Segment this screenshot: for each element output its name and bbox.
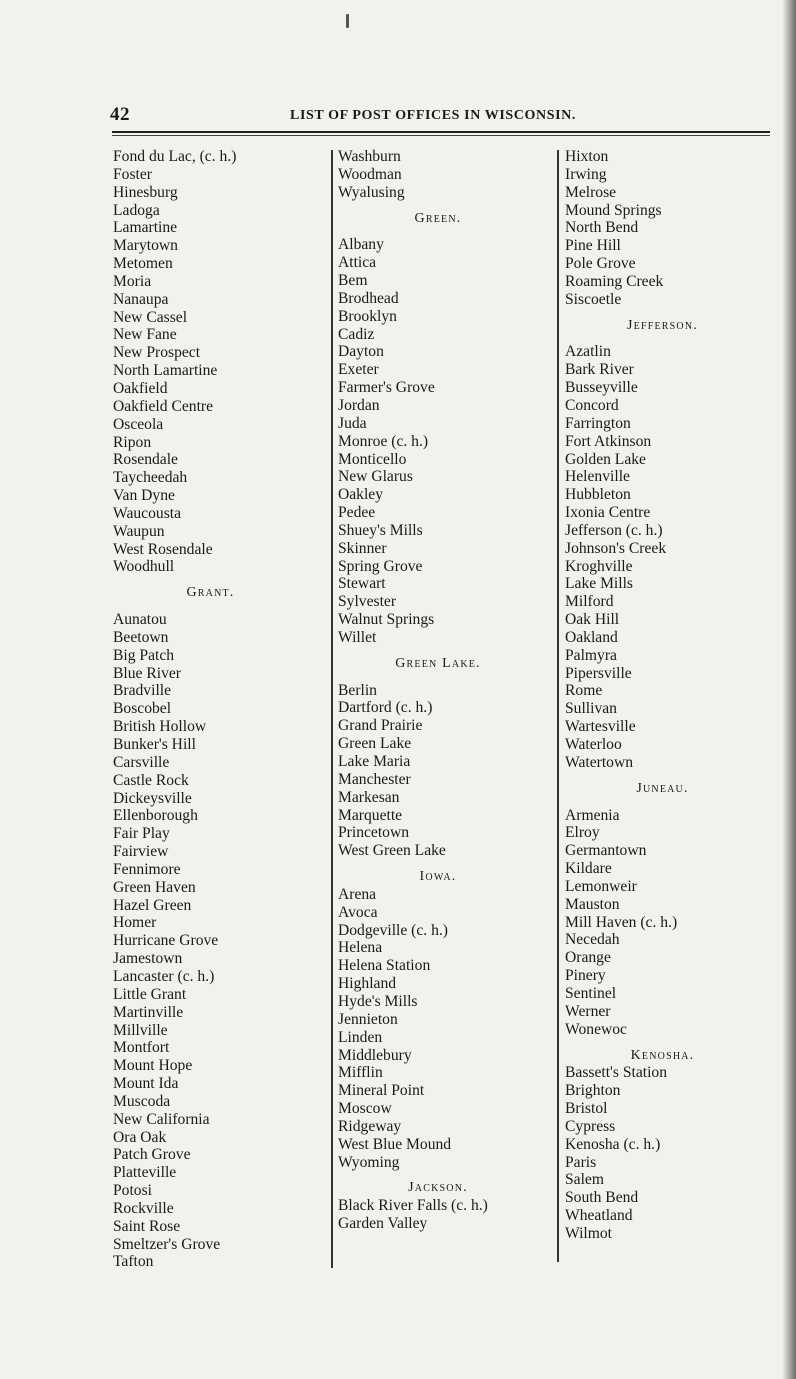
post-office-entry: Woodhull [113,558,175,576]
post-office-entry: Spring Grove [338,557,423,575]
column-2 [338,148,558,1233]
post-office-entry: Golden Lake [565,450,646,468]
post-office-entry: North Lamartine [113,362,218,380]
post-office-entry: Wyoming [338,1153,400,1171]
post-office-entry: New Prospect [113,344,201,362]
post-office-entry: Wartesville [565,718,636,736]
post-office-entry: British Hollow [113,718,207,736]
post-office-entry: Washburn [338,148,401,165]
post-office-entry: Elroy [565,824,600,842]
post-office-entry: Dodgeville (c. h.) [338,921,448,939]
post-office-entry: Sullivan [565,700,617,718]
post-office-entry: Green Lake [338,735,412,753]
post-office-entry: Middlebury [338,1046,412,1064]
post-office-entry: Marquette [338,806,403,824]
post-office-entry: Princetown [338,824,410,842]
county-heading: Juneau. [636,780,689,796]
post-office-entry: Rome [565,682,603,700]
post-office-entry: Monroe (c. h.) [338,432,429,450]
post-office-entry: New Cassel [113,308,188,326]
post-office-entry: Green Haven [113,878,196,896]
post-office-entry: Farmer's Grove [338,379,435,397]
county-heading: Jefferson. [627,317,698,333]
post-office-entry: Lake Maria [338,753,411,770]
post-office-entry: Mount Hope [113,1057,193,1075]
post-office-entry: Patch Grove [113,1146,191,1164]
post-office-entry: Brooklyn [338,307,397,325]
post-office-entry: Farrington [565,414,631,432]
post-office-entry: Jennieton [338,1010,398,1028]
post-office-entry: Fairview [113,843,169,861]
post-office-entry: Foster [113,165,152,183]
post-office-entry: Lemonweir [565,877,637,895]
post-office-entry: Ellenborough [113,807,198,825]
post-office-entry: Fond du Lac, (c. h.) [113,148,237,165]
post-office-entry: Jordan [338,396,380,414]
post-office-entry: Hubbleton [565,486,631,504]
post-office-entry: Fennimore [113,860,181,878]
post-office-entry: Lake Mills [565,575,633,593]
post-office-entry: Azatlin [565,343,611,361]
post-office-entry: Kroghville [565,557,633,575]
post-office-entry: Black River Falls (c. h.) [338,1197,488,1215]
post-office-entry: Hixton [565,148,609,165]
post-office-entry: Beetown [113,628,169,646]
post-office-entry: Platteville [113,1164,177,1182]
post-office-entry: Dartford (c. h.) [338,699,433,717]
post-office-entry: Roaming Creek [565,272,664,290]
post-office-entry: Moscow [338,1100,392,1118]
post-office-entry: Watertown [565,753,634,771]
post-office-entry: Hurricane Grove [113,932,219,950]
post-office-entry: Boscobel [113,700,172,718]
post-office-entry: Muscoda [113,1092,171,1110]
page-mark [346,14,349,28]
post-office-entry: Helena [338,939,383,957]
post-office-entry: Waterloo [565,736,622,753]
post-office-entry: Oakley [338,486,384,504]
post-office-entry: Saint Rose [113,1217,181,1235]
post-office-entry: Ora Oak [113,1128,167,1146]
post-office-entry: Hinesburg [113,183,178,201]
post-office-entry: Markesan [338,788,400,806]
post-office-entry: Smeltzer's Grove [113,1235,221,1253]
county-heading: Jackson. [408,1180,468,1196]
post-office-entry: Castle Rock [113,771,189,789]
page-edge-shadow [782,0,796,1379]
post-office-entry: Orange [565,949,611,967]
post-office-entry: Hazel Green [113,896,192,914]
post-office-entry: Dayton [338,343,384,361]
post-office-entry: Dickeysville [113,789,192,807]
post-office-entry: Rockville [113,1199,174,1217]
post-office-entry: Paris [565,1153,597,1171]
post-office-entry: West Green Lake [338,842,446,860]
post-office-entry: Melrose [565,183,617,201]
post-office-entry: Wheatland [565,1207,633,1225]
post-office-entry: Ixonia Centre [565,504,651,522]
post-office-entry: Brodhead [338,289,399,307]
post-office-entry: Irwing [565,165,607,183]
post-office-entry: Blue River [113,664,181,682]
post-office-entry: Skinner [338,539,387,557]
post-office-entry: Nanaupa [113,290,169,308]
post-office-entry: Montfort [113,1039,170,1057]
column-1 [113,148,328,1271]
post-office-entry: Salem [565,1171,604,1189]
post-office-entry: Milford [565,593,614,611]
post-office-entry: Palmyra [565,646,617,664]
post-office-entry: Shuey's Mills [338,521,423,539]
post-office-entry: Oakfield [113,379,168,397]
post-office-entry: New Fane [113,326,177,344]
post-office-entry: Mifflin [338,1064,383,1082]
post-office-entry: Helena Station [338,957,431,975]
post-office-entry: Wilmot [565,1224,613,1242]
post-office-entry: Lamartine [113,219,178,237]
post-office-entry: Jamestown [113,950,183,968]
post-office-entry: Pipersville [565,664,632,682]
post-office-entry: West Rosendale [113,540,213,558]
post-office-entry: Mill Haven (c. h.) [565,913,678,931]
post-office-entry: Aunatou [113,611,167,629]
post-office-entry: Little Grant [113,985,187,1003]
post-office-entry: Garden Valley [338,1215,428,1233]
post-office-entry: Potosi [113,1182,152,1200]
page-header [110,104,770,128]
header-rule [112,131,770,133]
post-office-entry: Pine Hill [565,237,621,255]
post-office-entry: Homer [113,914,157,932]
page-number: 42 [110,104,130,125]
column-3 [565,148,780,1243]
post-office-entry: Ripon [113,433,152,451]
post-office-entry: Cadiz [338,325,375,343]
post-office-entry: Hyde's Mills [338,992,418,1010]
post-office-entry: Pedee [338,504,376,522]
post-office-entry: Jefferson (c. h.) [565,521,663,539]
post-office-entry: Sylvester [338,593,397,611]
post-office-entry: North Bend [565,219,639,237]
post-office-entry: Grand Prairie [338,717,423,735]
post-office-entry: Helenville [565,468,630,486]
post-office-entry: Linden [338,1028,383,1046]
county-heading: Green. [414,210,462,226]
post-office-entry: New Glarus [338,468,413,486]
post-office-entry: Ladoga [113,201,160,219]
column-divider [331,150,333,1268]
post-office-entry: South Bend [565,1189,639,1207]
post-office-entry: Juda [338,414,367,432]
post-office-entry: Rosendale [113,451,178,469]
post-office-entry: Cypress [565,1117,616,1135]
county-heading: Iowa. [419,869,457,885]
post-office-entry: Lancaster (c. h.) [113,967,215,985]
post-office-entry: Fair Play [113,825,170,843]
post-office-entry: Walnut Springs [338,611,435,629]
post-office-entry: Oakland [565,628,618,646]
post-office-entry: Monticello [338,450,407,468]
post-office-entry: Germantown [565,842,647,860]
post-office-entry: Osceola [113,415,164,433]
county-heading: Grant. [186,585,235,601]
post-office-entry: Busseyville [565,379,638,397]
post-office-entry: Brighton [565,1082,621,1100]
post-office-entry: Bem [338,272,368,290]
post-office-entry: Mount Ida [113,1075,179,1093]
post-office-entry: Armenia [565,806,620,824]
post-office-entry: Ridgeway [338,1117,402,1135]
post-office-entry: Moria [113,272,152,290]
post-office-entry: Arena [338,885,377,903]
post-office-entry: Kildare [565,860,612,878]
post-office-entry: Necedah [565,931,620,949]
post-office-entry: Van Dyne [113,487,175,505]
post-office-entry: Bassett's Station [565,1064,668,1082]
post-office-entry: Woodman [338,165,402,183]
post-office-entry: Pinery [565,967,606,985]
post-office-entry: Martinville [113,1003,184,1021]
post-office-entry: Albany [338,236,384,254]
post-office-entry: Millville [113,1021,168,1039]
post-office-entry: Willet [338,628,377,646]
header-rule-thin [112,135,770,136]
post-office-entry: Pole Grove [565,255,636,273]
post-office-entry: Bristol [565,1100,608,1118]
county-heading: Green Lake. [395,655,481,671]
post-office-entry: Mineral Point [338,1082,425,1100]
post-office-entry: Bradville [113,682,172,700]
post-office-entry: Waupun [113,522,165,540]
post-office-entry: Siscoetle [565,290,622,308]
post-office-entry: Johnson's Creek [565,539,667,557]
post-office-entry: Avoca [338,903,378,921]
post-office-entry: Taycheedah [113,469,188,487]
post-office-entry: Metomen [113,255,173,273]
post-office-entry: Big Patch [113,646,175,664]
post-office-entry: Bunker's Hill [113,736,196,753]
post-office-entry: Kenosha (c. h.) [565,1135,661,1153]
post-office-entry: Highland [338,975,397,993]
post-office-entry: Tafton [113,1253,154,1271]
post-office-entry: Stewart [338,575,386,593]
post-office-entry: Mauston [565,895,620,913]
post-office-entry: Sentinel [565,984,617,1002]
post-office-entry: Mound Springs [565,201,662,219]
post-office-entry: Carsville [113,753,170,771]
running-title: LIST OF POST OFFICES IN WISCONSIN. [290,108,576,123]
post-office-entry: Concord [565,396,619,414]
post-office-entry: Manchester [338,770,411,788]
post-office-entry: Bark River [565,361,634,379]
post-office-entry: Wonewoc [565,1020,627,1038]
post-office-entry: Waucousta [113,504,182,522]
post-office-entry: Attica [338,254,377,272]
post-office-entry: Berlin [338,681,377,699]
post-office-entry: West Blue Mound [338,1135,452,1153]
post-office-entry: Marytown [113,237,178,255]
post-office-entry: New California [113,1110,210,1128]
post-office-entry: Wyalusing [338,183,405,201]
post-office-entry: Fort Atkinson [565,432,652,450]
post-office-entry: Werner [565,1002,611,1020]
post-office-entry: Exeter [338,361,379,379]
county-heading: Kenosha. [630,1047,695,1063]
post-office-entry: Oak Hill [565,611,620,629]
post-office-entry: Oakfield Centre [113,397,214,415]
